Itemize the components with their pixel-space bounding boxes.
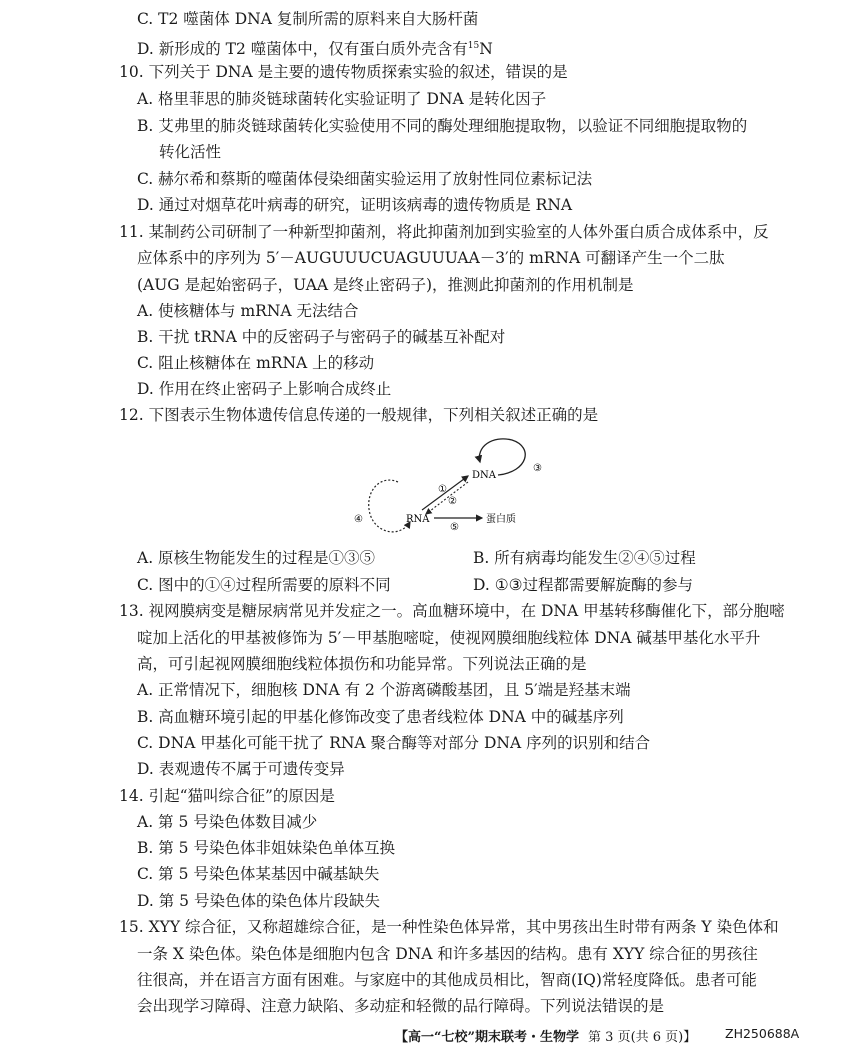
label-3: ③ [533, 463, 542, 474]
dna-label: DNA [472, 470, 496, 481]
q15-stem-2: 一条 X 染色体。染色体是细胞内包含 DNA 和许多基因的结构。患有 XYY 综合征的男孩往 [137, 945, 758, 963]
q10-stem: 10. 下列关于 DNA 是主要的遗传物质探索实验的叙述，错误的是 [119, 63, 568, 81]
footer-code: ZH250688A [725, 1026, 800, 1041]
q12-options-row-2 [137, 575, 694, 595]
isotope-symbol: N [479, 40, 493, 58]
q14-option-a: A. 第 5 号染色体数目减少 [137, 813, 318, 831]
footer-page-number: 第 3 页(共 6 页)】 [588, 1030, 697, 1045]
q15-stem-3: 往很高，并在语言方面有困难。与家庭中的其他成员相比，智商(IQ)常轻度降低。患者可能 [137, 971, 757, 989]
label-4: ④ [354, 514, 363, 525]
q12-options-row-1 [137, 548, 696, 568]
label-5: ⑤ [450, 522, 459, 533]
q13-option-c: C. DNA 甲基化可能干扰了 RNA 聚合酶等对部分 DNA 序列的识别和结合 [137, 734, 651, 752]
arrow-4-rna-replication [369, 480, 410, 532]
q14-option-c: C. 第 5 号染色体某基因中碱基缺失 [137, 865, 380, 883]
q12-option-b: B. 所有病毒均能发生②④⑤过程 [473, 549, 696, 567]
q9-option-d [137, 36, 493, 59]
isotope-mass-number: 15 [467, 41, 480, 51]
q13-option-a: A. 正常情况下，细胞核 DNA 有 2 个游离磷酸基团，且 5′端是羟基末端 [137, 681, 631, 699]
q10-option-b: B. 艾弗里的肺炎链球菌转化实验使用不同的酶处理细胞提取物，以验证不同细胞提取物的 [137, 117, 748, 135]
footer-title-group [395, 1026, 696, 1045]
q11-stem-1: 11. 某制药公司研制了一种新型抑菌剂，将此抑菌剂加到实验室的人体外蛋白质合成体系中，反 [119, 223, 769, 241]
q11-option-c: C. 阻止核糖体在 mRNA 上的移动 [137, 354, 375, 372]
q10-option-d: D. 通过对烟草花叶病毒的研究，证明该病毒的遗传物质是 RNA [137, 196, 573, 214]
q13-stem-1: 13. 视网膜病变是糖尿病常见并发症之一。高血糖环境中，在 DNA 甲基转移酶催化下，部分胞嘧 [119, 602, 785, 620]
q11-option-a: A. 使核糖体与 mRNA 无法结合 [137, 302, 359, 320]
information-flow-diagram [350, 434, 560, 544]
q10-option-a: A. 格里菲思的肺炎链球菌转化实验证明了 DNA 是转化因子 [137, 90, 547, 108]
q11-stem-3: (AUG 是起始密码子，UAA 是终止密码子)，推测此抑菌剂的作用机制是 [137, 276, 634, 294]
q14-option-d: D. 第 5 号染色体的染色体片段缺失 [137, 892, 380, 910]
footer-title: 【高一“七校”期末联考・生物学 [395, 1030, 579, 1045]
q11-stem-2: 应体系中的序列为 5′－AUGUUUCUAGUUUAA－3′的 mRNA 可翻译产生一个二肽 [137, 249, 725, 267]
arrow-2-reverse-transcription [426, 482, 468, 514]
q10-option-c: C. 赫尔希和蔡斯的噬菌体侵染细菌实验运用了放射性同位素标记法 [137, 170, 593, 188]
q12-option-d: D. ①③过程都需要解旋酶的参与 [473, 576, 694, 594]
q11-option-d: D. 作用在终止密码子上影响合成终止 [137, 380, 392, 398]
q12-option-c: C. 图中的①④过程所需要的原料不同 [137, 576, 391, 594]
q14-stem: 14. 引起“猫叫综合征”的原因是 [119, 787, 335, 805]
q15-stem-4: 会出现学习障碍、注意力缺陷、多动症和轻微的品行障碍。下列说法错误的是 [137, 997, 665, 1015]
rna-label: RNA [406, 514, 430, 525]
q12-stem: 12. 下图表示生物体遗传信息传递的一般规律，下列相关叙述正确的是 [119, 406, 599, 424]
q12-option-a: A. 原核生物能发生的过程是①③⑤ [137, 549, 376, 567]
page-footer [0, 1026, 860, 1046]
q9-option-d-text: D. 新形成的 T2 噬菌体中，仅有蛋白质外壳含有 [137, 40, 468, 58]
q10-option-b-cont: 转化活性 [159, 143, 222, 161]
q13-option-d: D. 表观遗传不属于可遗传变异 [137, 760, 345, 778]
q11-option-b: B. 干扰 tRNA 中的反密码子与密码子的碱基互补配对 [137, 328, 506, 346]
label-2: ② [448, 496, 457, 507]
q9-option-c: C. T2 噬菌体 DNA 复制所需的原料来自大肠杆菌 [137, 10, 479, 28]
label-1: ① [438, 484, 447, 495]
q13-option-b: B. 高血糖环境引起的甲基化修饰改变了患者线粒体 DNA 中的碱基序列 [137, 708, 624, 726]
q14-option-b: B. 第 5 号染色体非姐妹染色单体互换 [137, 839, 395, 857]
protein-label: 蛋白质 [486, 514, 516, 525]
q13-stem-2: 啶加上活化的甲基被修饰为 5′－甲基胞嘧啶，使视网膜细胞线粒体 DNA 碱基甲基化水平升 [137, 629, 761, 647]
q15-stem-1: 15. XYY 综合征，又称超雄综合征，是一种性染色体异常，其中男孩出生时带有两条 Y 染色体和 [119, 918, 779, 936]
q13-stem-3: 高，可引起视网膜细胞线粒体损伤和功能异常。下列说法正确的是 [137, 655, 587, 673]
